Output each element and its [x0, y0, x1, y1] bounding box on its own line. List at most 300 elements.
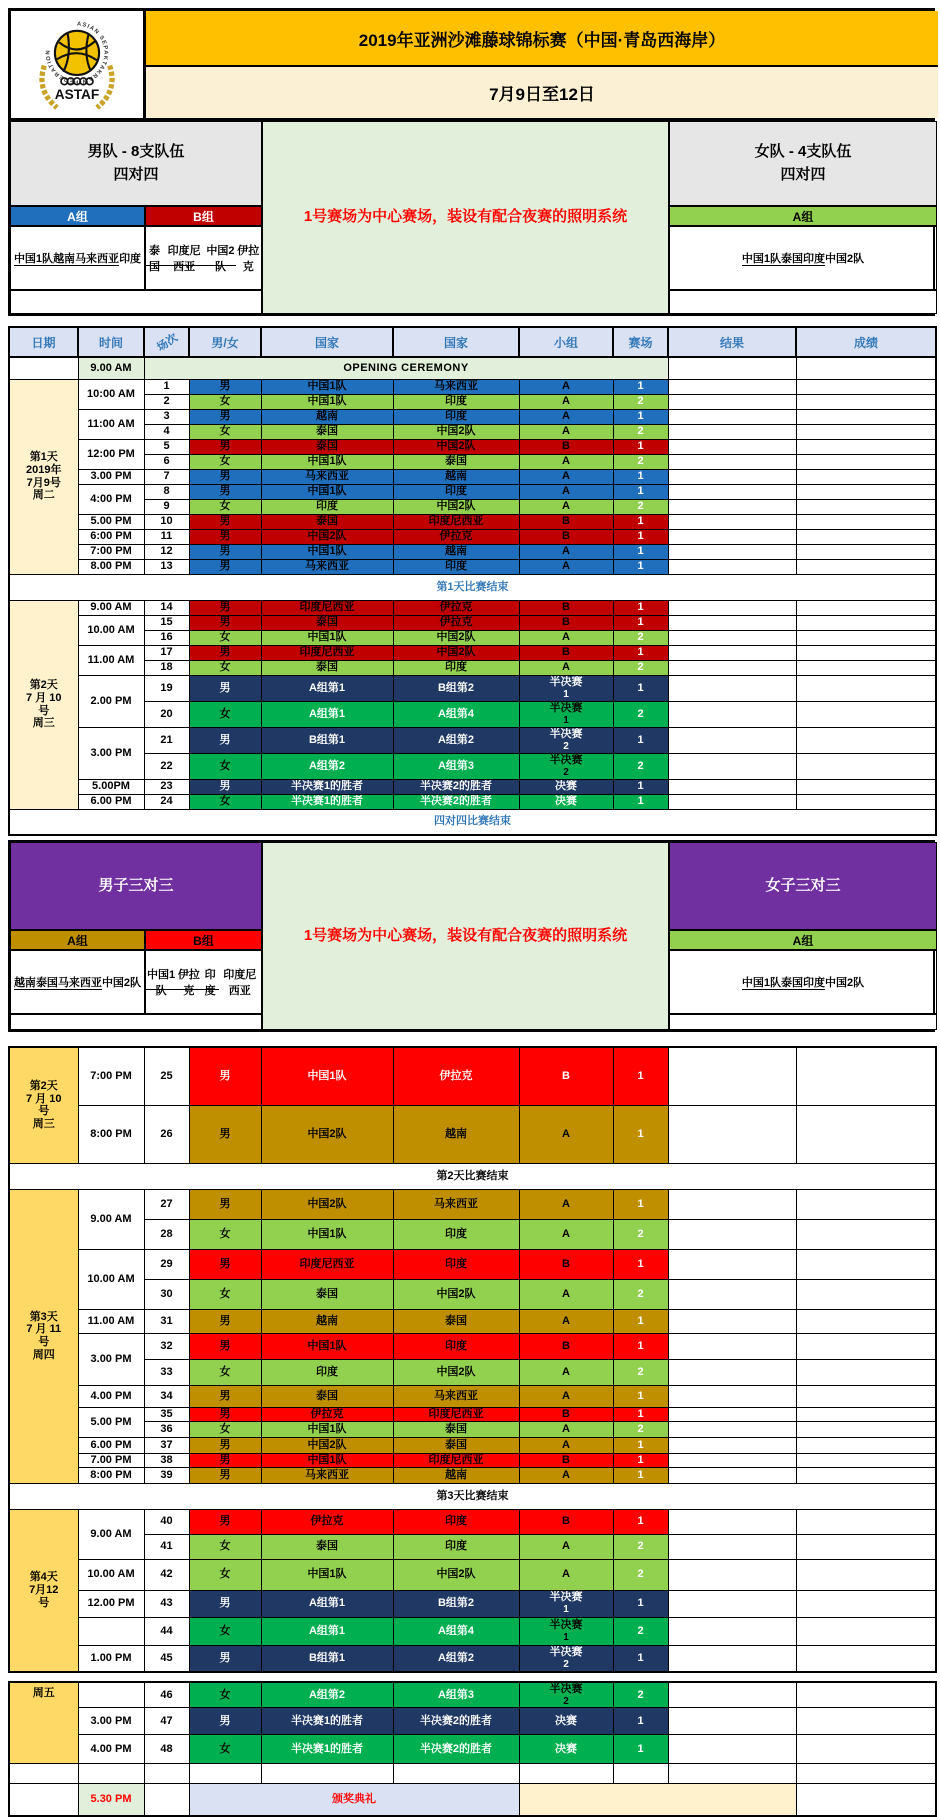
score-cell	[796, 794, 936, 809]
column-header-3	[189, 327, 261, 357]
spacer	[8, 316, 935, 326]
match-row	[9, 1279, 936, 1309]
result-cell	[668, 794, 796, 809]
time-cell: 10:00 AM	[78, 379, 144, 409]
day-label-line: 周四	[32, 1348, 55, 1361]
team2-cell: A组第2	[393, 727, 519, 753]
team1-cell: 马来西亚	[261, 559, 393, 574]
team2-cell: 马来西亚	[393, 379, 519, 394]
roster-team: 伊拉克	[177, 968, 200, 997]
result-cell	[668, 1421, 796, 1437]
separator-label: 第2天比赛结束	[9, 1163, 936, 1189]
team1-cell: 伊拉克	[261, 1407, 393, 1421]
roster-4v4-wa	[669, 226, 937, 290]
group-wa-header-4v4: A组	[669, 206, 937, 226]
team1-cell: 印度尼西亚	[261, 1249, 393, 1279]
group-name: A	[562, 545, 570, 558]
match-no: 15	[144, 615, 189, 630]
empty-cell	[796, 1764, 936, 1784]
match-row	[9, 1509, 936, 1534]
court-cell: 1	[613, 1509, 668, 1534]
group-name: 半决赛	[549, 1683, 583, 1695]
match-row	[9, 779, 936, 794]
group-cell	[519, 1047, 613, 1105]
time-cell: 7:00 PM	[78, 544, 144, 559]
result-cell	[668, 779, 796, 794]
match-no: 7	[144, 469, 189, 484]
column-header-9	[796, 327, 936, 357]
time-cell: 7:00 PM	[78, 1047, 144, 1105]
score-cell	[796, 357, 936, 379]
separator-label: 四对四比赛结束	[9, 809, 936, 835]
team1-cell: 中国1队	[261, 1047, 393, 1105]
gender-cell: 男	[189, 1437, 261, 1453]
team2-cell: 印度	[393, 1219, 519, 1249]
roster-team: 中国2队	[825, 974, 864, 990]
result-cell	[668, 1453, 796, 1467]
group-name: 决赛	[555, 780, 577, 793]
time-cell: 5.00PM	[78, 779, 144, 794]
gender-cell: 男	[189, 439, 261, 454]
result-cell	[668, 357, 796, 379]
group-cell	[519, 1735, 613, 1764]
column-header-1	[78, 327, 144, 357]
match-row	[9, 1453, 936, 1467]
group-sub: 2	[563, 1695, 569, 1707]
court-note-3v3: 1号赛场为中心赛场，装设有配合夜赛的照明系统	[262, 842, 669, 1030]
score-cell	[796, 409, 936, 424]
score-cell	[796, 484, 936, 499]
court-cell: 1	[613, 379, 668, 394]
gender-cell: 女	[189, 1279, 261, 1309]
team2-cell: 伊拉克	[393, 529, 519, 544]
column-header-label: 小组	[553, 335, 578, 350]
court-cell: 2	[613, 630, 668, 645]
match-no: 20	[144, 701, 189, 727]
group-name: B	[562, 1069, 570, 1082]
group-cell	[519, 439, 613, 454]
column-header-0	[9, 327, 78, 357]
score-cell	[796, 600, 936, 615]
team2-cell: 泰国	[393, 1421, 519, 1437]
empty-row	[9, 1764, 936, 1784]
roster-team: 越南	[14, 974, 36, 990]
result-cell	[668, 499, 796, 514]
group-name: 半决赛	[549, 1591, 583, 1604]
court-cell: 1	[613, 1385, 668, 1407]
match-no: 39	[144, 1467, 189, 1483]
group-cell	[519, 1219, 613, 1249]
group-cell	[519, 1453, 613, 1467]
roster-team: 中国1队	[147, 968, 176, 997]
filler	[10, 290, 262, 314]
result-cell	[668, 1219, 796, 1249]
score-cell	[796, 1735, 936, 1764]
column-header-label: 国家	[314, 335, 339, 350]
result-cell	[668, 1467, 796, 1483]
group-sub: 2	[563, 1658, 569, 1670]
group-name: A	[562, 1468, 570, 1481]
separator-row	[9, 1483, 936, 1509]
column-header-label: 国家	[443, 335, 468, 350]
empty-cell	[144, 1764, 189, 1784]
score-cell	[796, 1407, 936, 1421]
court-cell: 1	[613, 469, 668, 484]
empty-cell	[9, 1764, 78, 1784]
group-cell	[519, 409, 613, 424]
result-cell	[668, 615, 796, 630]
roster-team: 中国2队	[206, 244, 235, 273]
roster-team: 中国1队	[742, 974, 781, 990]
time-cell: 12.00 PM	[78, 1590, 144, 1617]
group-cell	[519, 1467, 613, 1483]
gender-cell: 女	[189, 499, 261, 514]
group-cell	[519, 675, 613, 701]
match-row	[9, 1617, 936, 1645]
court-cell: 2	[613, 499, 668, 514]
score-cell	[796, 1509, 936, 1534]
roster-team: 越南	[53, 250, 75, 266]
score-cell	[796, 1249, 936, 1279]
court-cell: 1	[613, 615, 668, 630]
team1-cell: 中国1队	[261, 1559, 393, 1590]
score-cell	[796, 645, 936, 660]
group-name: B	[562, 601, 570, 614]
group-sub: 1	[563, 1604, 569, 1616]
group-name: A	[562, 1127, 570, 1140]
team2-cell: 印度	[393, 484, 519, 499]
match-no: 48	[144, 1735, 189, 1764]
match-row	[9, 559, 936, 574]
team2-cell: 印度	[393, 1509, 519, 1534]
result-cell	[668, 439, 796, 454]
court-cell: 1	[613, 1467, 668, 1483]
team2-cell: 越南	[393, 544, 519, 559]
team2-cell: 印度	[393, 1534, 519, 1559]
column-header-2	[144, 327, 189, 357]
logo-cell	[11, 11, 146, 118]
team2-cell: 越南	[393, 469, 519, 484]
result-cell	[668, 1407, 796, 1421]
group-cell	[519, 514, 613, 529]
column-header-label: 日期	[31, 335, 56, 350]
men-4v4-subtitle: 四对四	[113, 165, 159, 183]
team1-cell: 中国2队	[261, 1437, 393, 1453]
team1-cell: 泰国	[261, 1279, 393, 1309]
match-row	[9, 1249, 936, 1279]
schedule-header-row	[9, 327, 936, 357]
section-4v4	[8, 121, 935, 316]
match-no: 9	[144, 499, 189, 514]
gender-cell: 男	[189, 1453, 261, 1467]
column-header-label: 时间	[98, 335, 123, 350]
result-cell	[668, 1708, 796, 1735]
match-row	[9, 439, 936, 454]
group-cell	[519, 424, 613, 439]
result-cell	[668, 394, 796, 409]
group-cell	[519, 379, 613, 394]
match-no: 2	[144, 394, 189, 409]
court-cell: 2	[613, 1617, 668, 1645]
match-no: 17	[144, 645, 189, 660]
match-no: 25	[144, 1047, 189, 1105]
result-cell	[668, 1682, 796, 1708]
day-label-cell	[9, 1189, 78, 1483]
match-no: 11	[144, 529, 189, 544]
match-no: 19	[144, 675, 189, 701]
match-row	[9, 454, 936, 469]
court-cell: 1	[613, 1105, 668, 1163]
team2-cell: 中国2队	[393, 645, 519, 660]
gender-cell: 女	[189, 1534, 261, 1559]
group-cell	[519, 1421, 613, 1437]
court-cell: 1	[613, 544, 668, 559]
day-label-line: 7月12	[29, 1583, 59, 1596]
men-3v3-title: 男子三对三	[98, 876, 174, 894]
score-cell	[796, 1784, 936, 1816]
match-no: 34	[144, 1385, 189, 1407]
court-cell: 1	[613, 1189, 668, 1219]
empty-cell	[393, 1764, 519, 1784]
match-no: 5	[144, 439, 189, 454]
match-row	[9, 1189, 936, 1219]
roster-team: 印度	[202, 974, 219, 990]
time-cell: 11.00 AM	[78, 645, 144, 675]
time-cell: 12:00 PM	[78, 439, 144, 469]
group-cell	[519, 1590, 613, 1617]
group-cell	[519, 1559, 613, 1590]
day-label-line: 周三	[32, 1117, 55, 1130]
score-cell	[796, 1385, 936, 1407]
group-wa-header-3v3: A组	[669, 930, 937, 950]
score-cell	[796, 779, 936, 794]
score-cell	[796, 1534, 936, 1559]
court-cell: 1	[613, 1309, 668, 1333]
result-cell	[668, 379, 796, 394]
gender-cell: 男	[189, 1708, 261, 1735]
score-cell	[796, 615, 936, 630]
result-cell	[668, 660, 796, 675]
gender-cell: 男	[189, 600, 261, 615]
match-no: 28	[144, 1219, 189, 1249]
group-name: B	[562, 1407, 570, 1420]
court-cell: 1	[613, 645, 668, 660]
gender-cell: 女	[189, 630, 261, 645]
gender-cell: 男	[189, 484, 261, 499]
group-cell	[519, 454, 613, 469]
result-cell	[668, 469, 796, 484]
team2-cell: 中国2队	[393, 1559, 519, 1590]
result-cell	[668, 529, 796, 544]
gender-cell: 男	[189, 514, 261, 529]
separator-label: 第3天比赛结束	[9, 1483, 936, 1509]
team1-cell: 泰国	[261, 439, 393, 454]
score-cell	[796, 1453, 936, 1467]
team1-cell: A组第2	[261, 753, 393, 779]
match-no: 37	[144, 1437, 189, 1453]
team1-cell: 半决赛1的胜者	[261, 794, 393, 809]
group-cell	[519, 394, 613, 409]
roster-team: 泰国	[781, 974, 803, 990]
group-name: A	[562, 485, 570, 498]
match-no: 41	[144, 1534, 189, 1559]
empty-cell	[189, 1764, 261, 1784]
team2-cell: 半决赛2的胜者	[393, 1735, 519, 1764]
match-no: 44	[144, 1617, 189, 1645]
team1-cell: 中国1队	[261, 630, 393, 645]
gender-cell: 男	[189, 675, 261, 701]
match-row	[9, 424, 936, 439]
group-name: 决赛	[555, 1714, 577, 1727]
group-cell	[519, 794, 613, 809]
time-cell: 10.00 AM	[78, 615, 144, 645]
column-header-7	[613, 327, 668, 357]
date-banner: 7月9日至12日	[146, 67, 938, 118]
team2-cell: 中国2队	[393, 1359, 519, 1385]
day-label-cell	[9, 1047, 78, 1163]
group-cell	[519, 484, 613, 499]
team2-cell: 中国2队	[393, 499, 519, 514]
match-row	[9, 1421, 936, 1437]
match-row	[9, 484, 936, 499]
team1-cell: 中国1队	[261, 1333, 393, 1359]
separator-row	[9, 809, 936, 835]
group-name: A	[562, 455, 570, 468]
team1-cell: 泰国	[261, 514, 393, 529]
result-cell	[668, 409, 796, 424]
court-cell: 1	[613, 675, 668, 701]
time-cell: 6.00 PM	[78, 794, 144, 809]
day-label-cell	[9, 600, 78, 809]
match-no: 18	[144, 660, 189, 675]
team1-cell: 中国1队	[261, 484, 393, 499]
men-4v4-box	[10, 121, 262, 206]
result-cell	[668, 1105, 796, 1163]
match-no: 43	[144, 1590, 189, 1617]
women-3v3-box	[669, 842, 937, 930]
group-name: A	[562, 500, 570, 513]
score-cell	[796, 544, 936, 559]
group-name: 半决赛	[549, 675, 583, 688]
result-cell	[668, 1279, 796, 1309]
score-cell	[796, 1437, 936, 1453]
gender-cell: 男	[189, 1047, 261, 1105]
court-cell: 2	[613, 394, 668, 409]
time-cell: 10.00 AM	[78, 1559, 144, 1590]
gender-cell: 男	[189, 544, 261, 559]
group-cell	[519, 1509, 613, 1534]
team1-cell: B组第1	[261, 727, 393, 753]
group-name: A	[562, 1568, 570, 1581]
time-cell	[78, 1617, 144, 1645]
court-cell: 1	[613, 1047, 668, 1105]
group-name: A	[562, 631, 570, 644]
time-cell: 3.00 PM	[78, 1708, 144, 1735]
match-no	[144, 1784, 189, 1816]
court-cell: 2	[613, 424, 668, 439]
score-cell	[796, 1467, 936, 1483]
team2-cell: B组第2	[393, 1590, 519, 1617]
team1-cell: 印度尼西亚	[261, 645, 393, 660]
match-no: 27	[144, 1189, 189, 1219]
schedule-table-1	[8, 326, 937, 836]
men-4v4-title: 男队 - 8支队伍	[87, 143, 185, 160]
match-no: 12	[144, 544, 189, 559]
match-row	[9, 615, 936, 630]
match-no: 36	[144, 1421, 189, 1437]
group-cell	[519, 600, 613, 615]
match-row	[9, 469, 936, 484]
group-name: A	[562, 1422, 570, 1435]
score-cell	[796, 439, 936, 454]
court-cell: 1	[613, 439, 668, 454]
result-cell	[668, 675, 796, 701]
match-no: 6	[144, 454, 189, 469]
team2-cell: 泰国	[393, 454, 519, 469]
day-label-line: 第4天	[29, 1571, 58, 1584]
result-cell	[668, 1309, 796, 1333]
group-name: A	[562, 380, 570, 393]
result-cell	[668, 1189, 796, 1219]
group-name: B	[562, 616, 570, 629]
roster-team: 中国2队	[102, 974, 141, 990]
separator-row	[9, 574, 936, 600]
team2-cell: B组第2	[393, 675, 519, 701]
court-cell: 2	[613, 660, 668, 675]
team2-cell: 印度	[393, 409, 519, 424]
team2-cell: 越南	[393, 1467, 519, 1483]
day-label-line: 号	[38, 1336, 50, 1348]
roster-team: 中国1队	[742, 250, 781, 266]
group-cell	[519, 779, 613, 794]
team1-cell: 中国1队	[261, 394, 393, 409]
score-cell	[796, 753, 936, 779]
match-row	[9, 394, 936, 409]
group-sub: 1	[563, 688, 569, 700]
court-cell: 1	[613, 559, 668, 574]
group-name: A	[562, 1227, 570, 1240]
day-label-cell	[9, 379, 78, 574]
roster-team: 印度	[803, 974, 825, 990]
column-header-5	[393, 327, 519, 357]
roster-4v4-a	[10, 226, 145, 290]
score-cell	[796, 1559, 936, 1590]
team1-cell: 泰国	[261, 424, 393, 439]
group-cell	[519, 499, 613, 514]
court-cell: 1	[613, 1645, 668, 1672]
court-cell: 2	[613, 1682, 668, 1708]
team1-cell: 泰国	[261, 1534, 393, 1559]
column-header-8	[668, 327, 796, 357]
score-cell	[796, 1189, 936, 1219]
logo-ring-text: ASIAN SEPAKTAKRAW FEDERATION	[45, 20, 109, 84]
roster-team: 马来西亚	[75, 250, 119, 266]
court-cell: 2	[613, 701, 668, 727]
match-no: 4	[144, 424, 189, 439]
award-row	[9, 1784, 936, 1816]
group-cell	[519, 1437, 613, 1453]
match-no: 35	[144, 1407, 189, 1421]
top-header	[8, 8, 935, 121]
time-cell: 9.00 AM	[78, 1189, 144, 1249]
team2-cell: 半决赛2的胜者	[393, 794, 519, 809]
match-row	[9, 1467, 936, 1483]
roster-team: 中国2队	[825, 250, 864, 266]
match-row	[9, 1645, 936, 1672]
score-cell	[796, 1645, 936, 1672]
group-sub: 2	[563, 766, 569, 778]
score-cell	[796, 424, 936, 439]
